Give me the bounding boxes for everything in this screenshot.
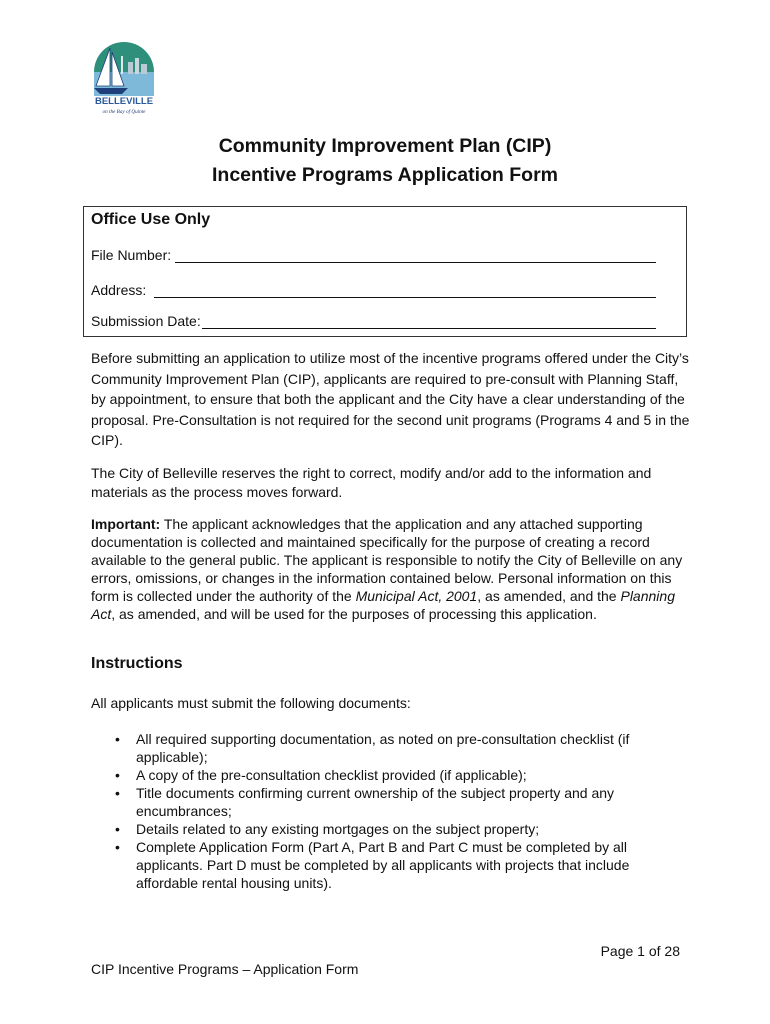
bullet-icon: •: [115, 839, 120, 855]
instructions-heading: Instructions: [91, 655, 183, 672]
list-item-text: Details related to any existing mortgages on the subject property;: [136, 821, 540, 837]
preconsult-paragraph: Before submitting an application to utilize most of the incentive programs offered under the City’s Community Improvement Plan (CIP), applicants are required to pre-consult with Planning Staff, by appointment, to ensure that both the applicant and the City have a clear understanding of the proposal. Pre-Consultation is not required for the second unit programs (Programs 4 and 5 in the CIP).: [91, 350, 690, 448]
belleville-logo: [88, 42, 160, 118]
bullet-icon: •: [115, 767, 120, 783]
list-item: [115, 784, 681, 820]
important-text-c: , as amended, and will be used for the purposes of processing this application.: [111, 606, 597, 622]
important-text-a: The applicant acknowledges that the application and any attached supporting documentation is collected and maintained specifically for the purpose of creating a record available to the general public. The applicant is responsible to notify the City of Belleville on any errors, omissions, or changes in the information contained below. Personal information on this form is collected under the authority of the: [91, 516, 683, 604]
submission-date-label: Submission Date:: [91, 313, 201, 329]
submission-date-row: [91, 313, 656, 329]
logo-boat: [94, 88, 128, 94]
list-item-text: All required supporting documentation, as noted on pre-consultation checklist (if applicable);: [136, 731, 630, 765]
document-title-line2: Incentive Programs Application Form: [211, 164, 558, 186]
document-title-line1: Community Improvement Plan (CIP): [218, 135, 552, 157]
list-item-text: Title documents confirming current ownership of the subject property and any encumbrances;: [136, 785, 615, 819]
logo-tagline: on the Bay of Quinte: [102, 109, 146, 115]
required-documents-list: [115, 730, 681, 892]
important-paragraph: [91, 515, 691, 623]
bullet-icon: •: [115, 731, 120, 747]
submission-date-field[interactable]: [202, 314, 656, 329]
list-item: [115, 838, 681, 892]
file-number-label: File Number:: [91, 247, 172, 263]
logo-wordmark: BELLEVILLE: [94, 96, 154, 107]
page-number: Page 1 of 28: [600, 943, 680, 959]
footer-document-name: CIP Incentive Programs – Application Form: [91, 961, 359, 977]
address-field[interactable]: [154, 283, 656, 298]
bullet-icon: •: [115, 785, 120, 801]
office-use-heading: Office Use Only: [91, 211, 211, 228]
reserves-paragraph: The City of Belleville reserves the right to correct, modify and/or add to the information and materials as the process moves forward.: [91, 465, 652, 500]
list-item: [115, 730, 681, 766]
file-number-row: [91, 247, 656, 263]
important-label: Important:: [91, 516, 161, 532]
list-item-text: A copy of the pre-consultation checklist provided (if applicable);: [136, 767, 527, 783]
municipal-act-name: Municipal Act, 2001: [355, 588, 478, 604]
important-text-b: , as amended, and the: [477, 588, 621, 604]
list-item: [115, 820, 681, 838]
address-row: [91, 282, 656, 298]
file-number-field[interactable]: [175, 248, 656, 263]
list-item-text: Complete Application Form (Part A, Part B and Part C must be completed by all applicants. Part D must be completed by all applicants with projects that include affordable rental housing units).: [136, 839, 630, 891]
bullet-icon: •: [115, 821, 120, 837]
list-item: [115, 766, 681, 784]
instructions-intro: All applicants must submit the following documents:: [91, 695, 411, 711]
address-label: Address:: [91, 282, 147, 298]
office-use-box: [83, 206, 687, 337]
planning-act-name: Planning Act: [91, 588, 675, 622]
